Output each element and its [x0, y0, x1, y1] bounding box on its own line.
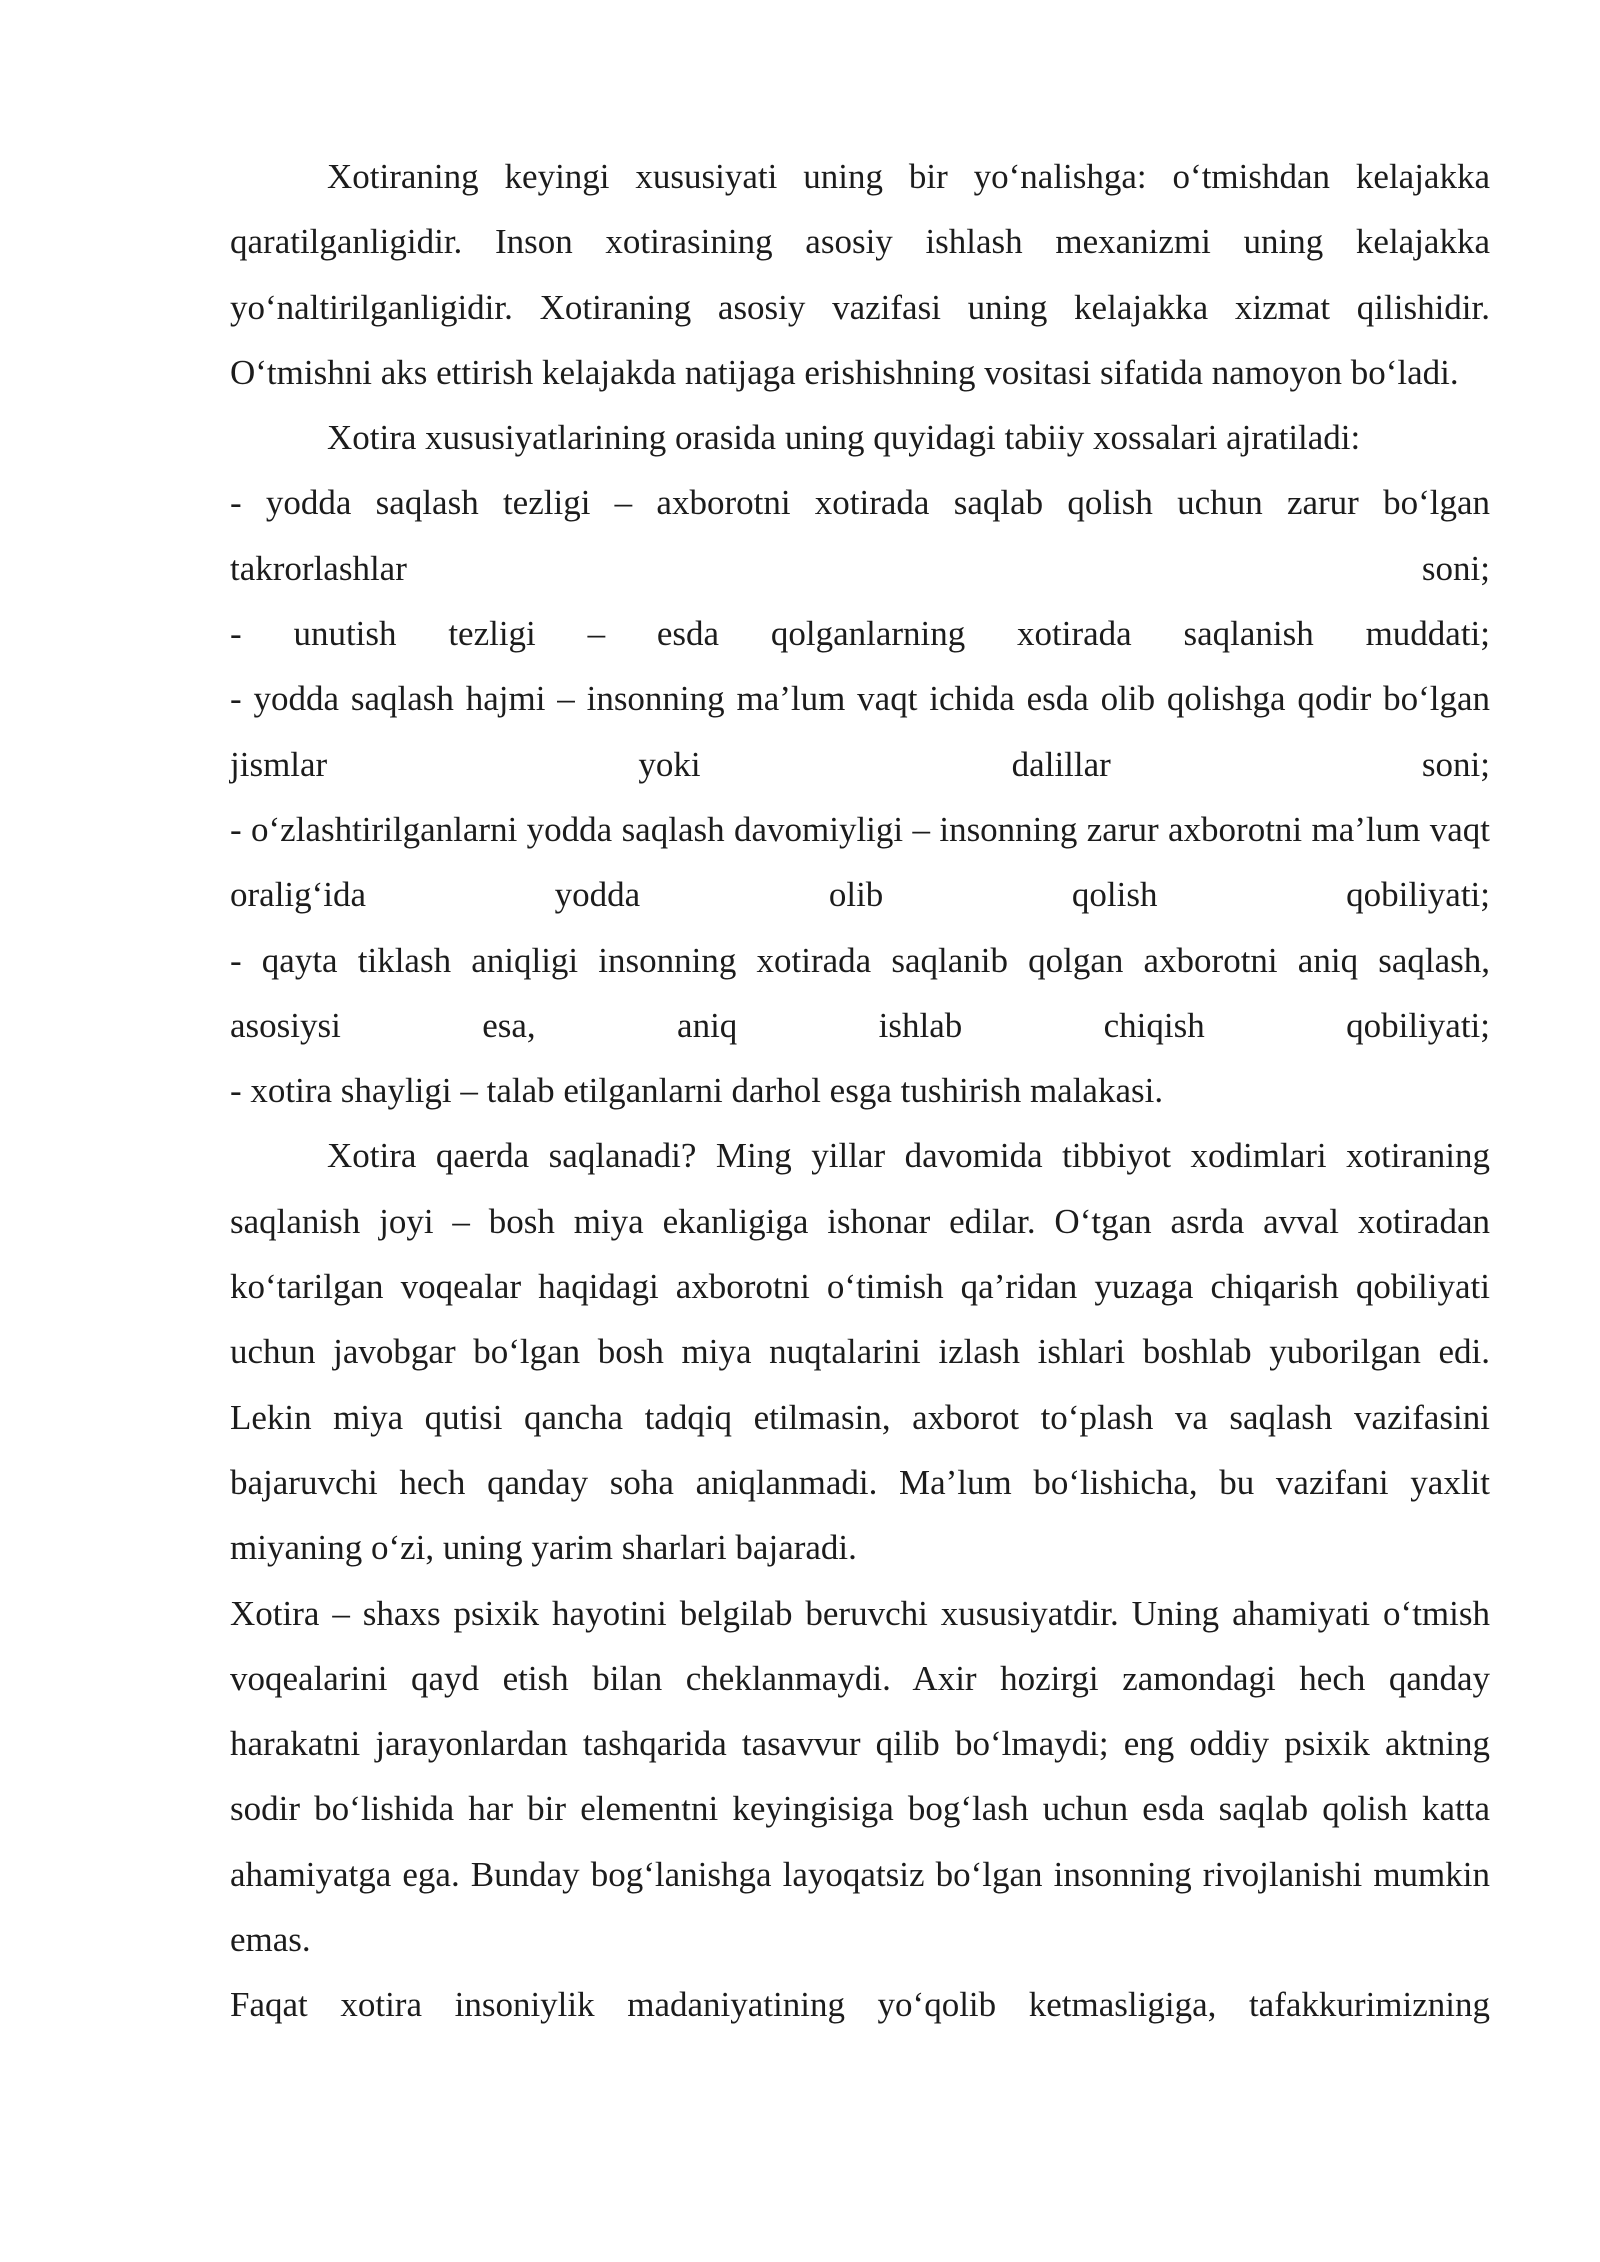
list-item-memorization-volume: - yodda saqlash hajmi – insonning ma’lum vaqt ichida esda olib qolishga qodir bo‘lgan jismlar yoki dalillar soni;: [230, 679, 1490, 784]
list-item-memory-readiness: - xotira shayligi – talab etilganlarni darhol esga tushirish malakasi.: [230, 1071, 1164, 1111]
list-item-forgetting-speed: - unutish tezligi – esda qolganlarning xotirada saqlanish muddati;: [230, 614, 1490, 654]
paragraph-memory-significance: Xotira – shaxs psixik hayotini belgilab beruvchi xususiyatdir. Uning ahamiyati o‘tmish voqealarini qayd etish bilan cheklanmaydi. Axir hozirgi zamondagi hech qanday harakatni jarayonlardan tashqarida tasavvur qilib bo‘lmaydi; eng oddiy psixik aktning sodir bo‘lishida har bir elementni keyingisiga bog‘lash uchun esda saqlab qolish katta ahamiyatga ega. Bunday bog‘lanishga layoqatsiz bo‘lgan insonning rivojlanishi mumkin emas.: [230, 1593, 1490, 1960]
list-item-memorization-speed: - yodda saqlash tezligi – axborotni xotirada saqlab qolish uchun zarur bo‘lgan takrorlashlar soni;: [230, 483, 1490, 588]
document-body: [230, 144, 1490, 2038]
paragraph-culture-preservation: Faqat xotira insoniylik madaniyatining yo‘qolib ketmasligiga, tafakkurimizning: [230, 1985, 1490, 2025]
paragraph-memory-properties-intro: Xotira xususiyatlarining orasida uning quyidagi tabiiy xossalari ajratiladi:: [327, 418, 1361, 458]
list-item-retention-duration: - o‘zlashtirilganlarni yodda saqlash davomiyligi – insonning zarur axborotni ma’lum vaqt oralig‘ida yodda olib qolish qobiliyati;: [230, 809, 1490, 915]
paragraph-memory-future-orientation: Xotiraning keyingi xususiyati uning bir yo‘nalishga: o‘tmishdan kelajakka qaratilganligidir. Inson xotirasining asosiy ishlash mexanizmi uning kelajakka yo‘naltirilganligidir. Xotiraning asosiy vazifasi uning kelajakka xizmat qilishidir. O‘tmishni aks ettirish kelajakda natijaga erishishning vositasi sifatida namoyon bo‘ladi.: [230, 157, 1490, 392]
paragraph-memory-location: Xotira qaerda saqlanadi? Ming yillar davomida tibbiyot xodimlari xotiraning saqlanish joyi – bosh miya ekanligiga ishonar edilar. O‘tgan asrda avval xotiradan ko‘tarilgan voqealar haqidagi axborotni o‘timish qa’ridan yuzaga chiqarish qobiliyati uchun javobgar bo‘lgan bosh miya nuqtalarini izlash ishlari boshlab yuborilgan edi. Lekin miya qutisi qancha tadqiq etilmasin, axborot to‘plash va saqlash vazifasini bajaruvchi hech qanday soha aniqlanmadi. Ma’lum bo‘lishicha, bu vazifani yaxlit miyaning o‘zi, uning yarim sharlari bajaradi.: [230, 1136, 1490, 1568]
list-item-recall-accuracy: - qayta tiklash aniqligi insonning xotirada saqlanib qolgan axborotni aniq saqlash, asosiysi esa, aniq ishlab chiqish qobiliyati;: [230, 940, 1490, 1045]
